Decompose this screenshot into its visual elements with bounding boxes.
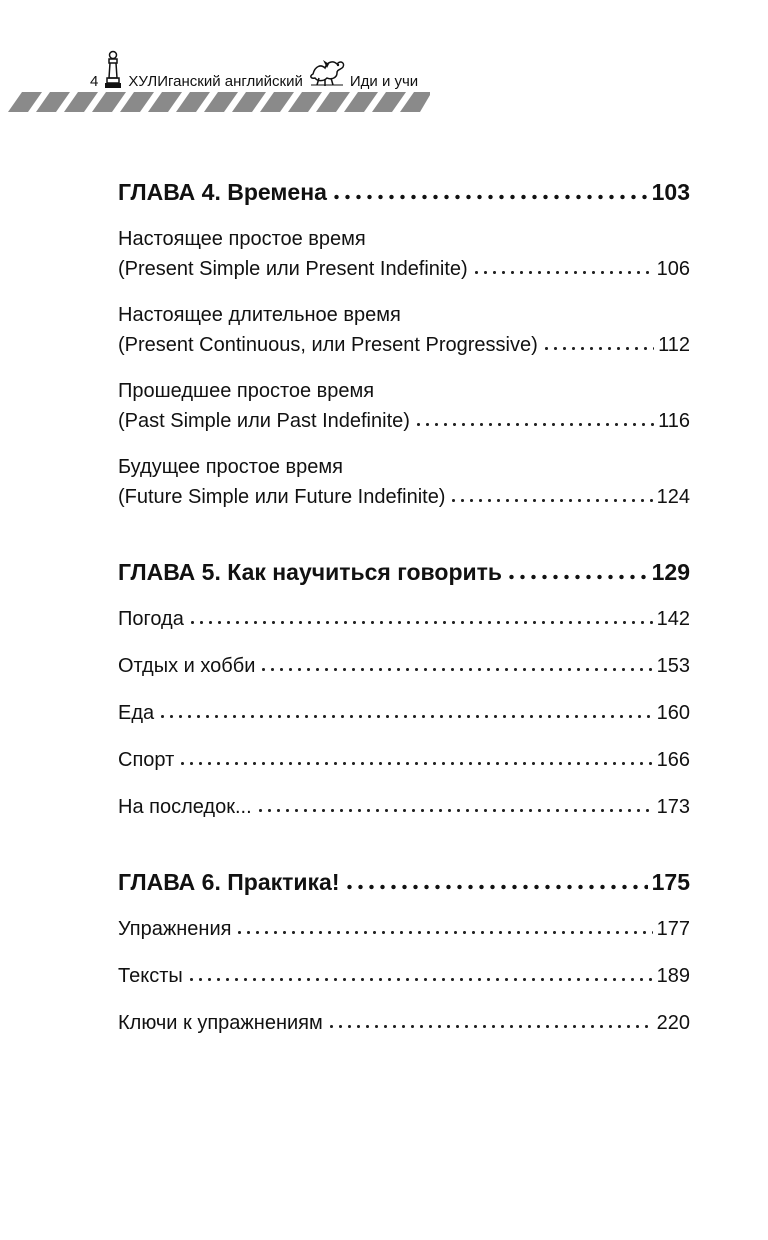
entry-page-number: 124 (656, 486, 690, 508)
dot-leader (188, 604, 653, 625)
entry-page-number: 116 (658, 410, 690, 432)
chapter-title: ГЛАВА 5. Как научиться говорить (118, 559, 503, 585)
chapter-heading[interactable] (118, 172, 690, 212)
entry-page-number: 142 (656, 608, 690, 630)
series-title: ХУЛИганский английский (128, 73, 303, 90)
entry-title-line: (Present Continuous, или Present Progressive) (118, 334, 538, 356)
entry-title: Отдых и хобби (118, 655, 256, 677)
entry-page-number: 189 (656, 965, 690, 987)
entry-title-line: (Future Simple или Future Indefinite) (118, 486, 446, 508)
entry-title-line: Прошедшее простое время (118, 380, 375, 402)
entry-page-number: 112 (658, 334, 690, 356)
chapter-title: ГЛАВА 4. Времена (118, 179, 327, 205)
entry-page-number: 160 (656, 702, 690, 724)
entry-page-number: 177 (656, 918, 690, 940)
dot-leader (187, 961, 653, 982)
toc-entry[interactable] (118, 376, 690, 436)
dot-leader (344, 866, 648, 890)
toc-entry[interactable] (118, 1008, 690, 1038)
chapter-heading[interactable] (118, 552, 690, 592)
table-of-contents (118, 172, 690, 1078)
dot-leader (414, 406, 654, 427)
entry-title-line: Будущее простое время (118, 456, 343, 478)
toc-entry[interactable] (118, 961, 690, 991)
dot-leader (259, 651, 652, 672)
chapter-4 (118, 172, 690, 512)
toc-entry[interactable] (118, 300, 690, 360)
entry-title: Спорт (118, 749, 175, 771)
entry-title: Еда (118, 702, 155, 724)
dragon-icon (307, 54, 347, 90)
dot-leader (327, 1008, 653, 1029)
toc-entry[interactable] (118, 745, 690, 775)
chapter-page-number: 175 (651, 869, 690, 895)
dot-leader (542, 330, 654, 351)
chapter-page-number: 103 (651, 179, 690, 205)
running-header (90, 46, 418, 90)
chapter-heading[interactable] (118, 862, 690, 902)
entry-title: Ключи к упражнениям (118, 1012, 323, 1034)
entry-page-number: 220 (656, 1012, 690, 1034)
entry-title-line: (Present Simple или Present Indefinite) (118, 258, 468, 280)
entry-page-number: 166 (656, 749, 690, 771)
toc-entry[interactable] (118, 698, 690, 728)
chapter-page-number: 129 (651, 559, 690, 585)
toc-entry[interactable] (118, 224, 690, 284)
entry-page-number: 153 (656, 655, 690, 677)
dot-leader (256, 792, 653, 813)
chapter-title: ГЛАВА 6. Практика! (118, 869, 340, 895)
entry-title-line: Настоящее длительное время (118, 304, 401, 326)
page-number: 4 (90, 73, 99, 90)
toc-entry[interactable] (118, 651, 690, 681)
dot-leader (331, 176, 648, 200)
entry-title-line: (Past Simple или Past Indefinite) (118, 410, 410, 432)
book-subtitle: Иди и учи (349, 73, 419, 90)
dot-leader (506, 556, 648, 580)
entry-title: Тексты (118, 965, 183, 987)
toc-entry[interactable] (118, 604, 690, 634)
entry-title: Погода (118, 608, 184, 630)
dot-leader (235, 914, 652, 935)
chapter-5 (118, 552, 690, 822)
entry-title-line: Настоящее простое время (118, 228, 366, 250)
dot-leader (158, 698, 652, 719)
toc-entry[interactable] (118, 792, 690, 822)
toc-entry[interactable] (118, 914, 690, 944)
dot-leader (472, 254, 653, 275)
toc-entry[interactable] (118, 452, 690, 512)
dot-leader (449, 482, 652, 503)
chess-pawn-icon (104, 50, 122, 90)
decorative-stripe (0, 92, 430, 112)
dot-leader (178, 745, 652, 766)
entry-title: Упражнения (118, 918, 232, 940)
entry-page-number: 106 (656, 258, 690, 280)
chapter-6 (118, 862, 690, 1038)
entry-page-number: 173 (656, 796, 690, 818)
entry-title: На последок... (118, 796, 252, 818)
